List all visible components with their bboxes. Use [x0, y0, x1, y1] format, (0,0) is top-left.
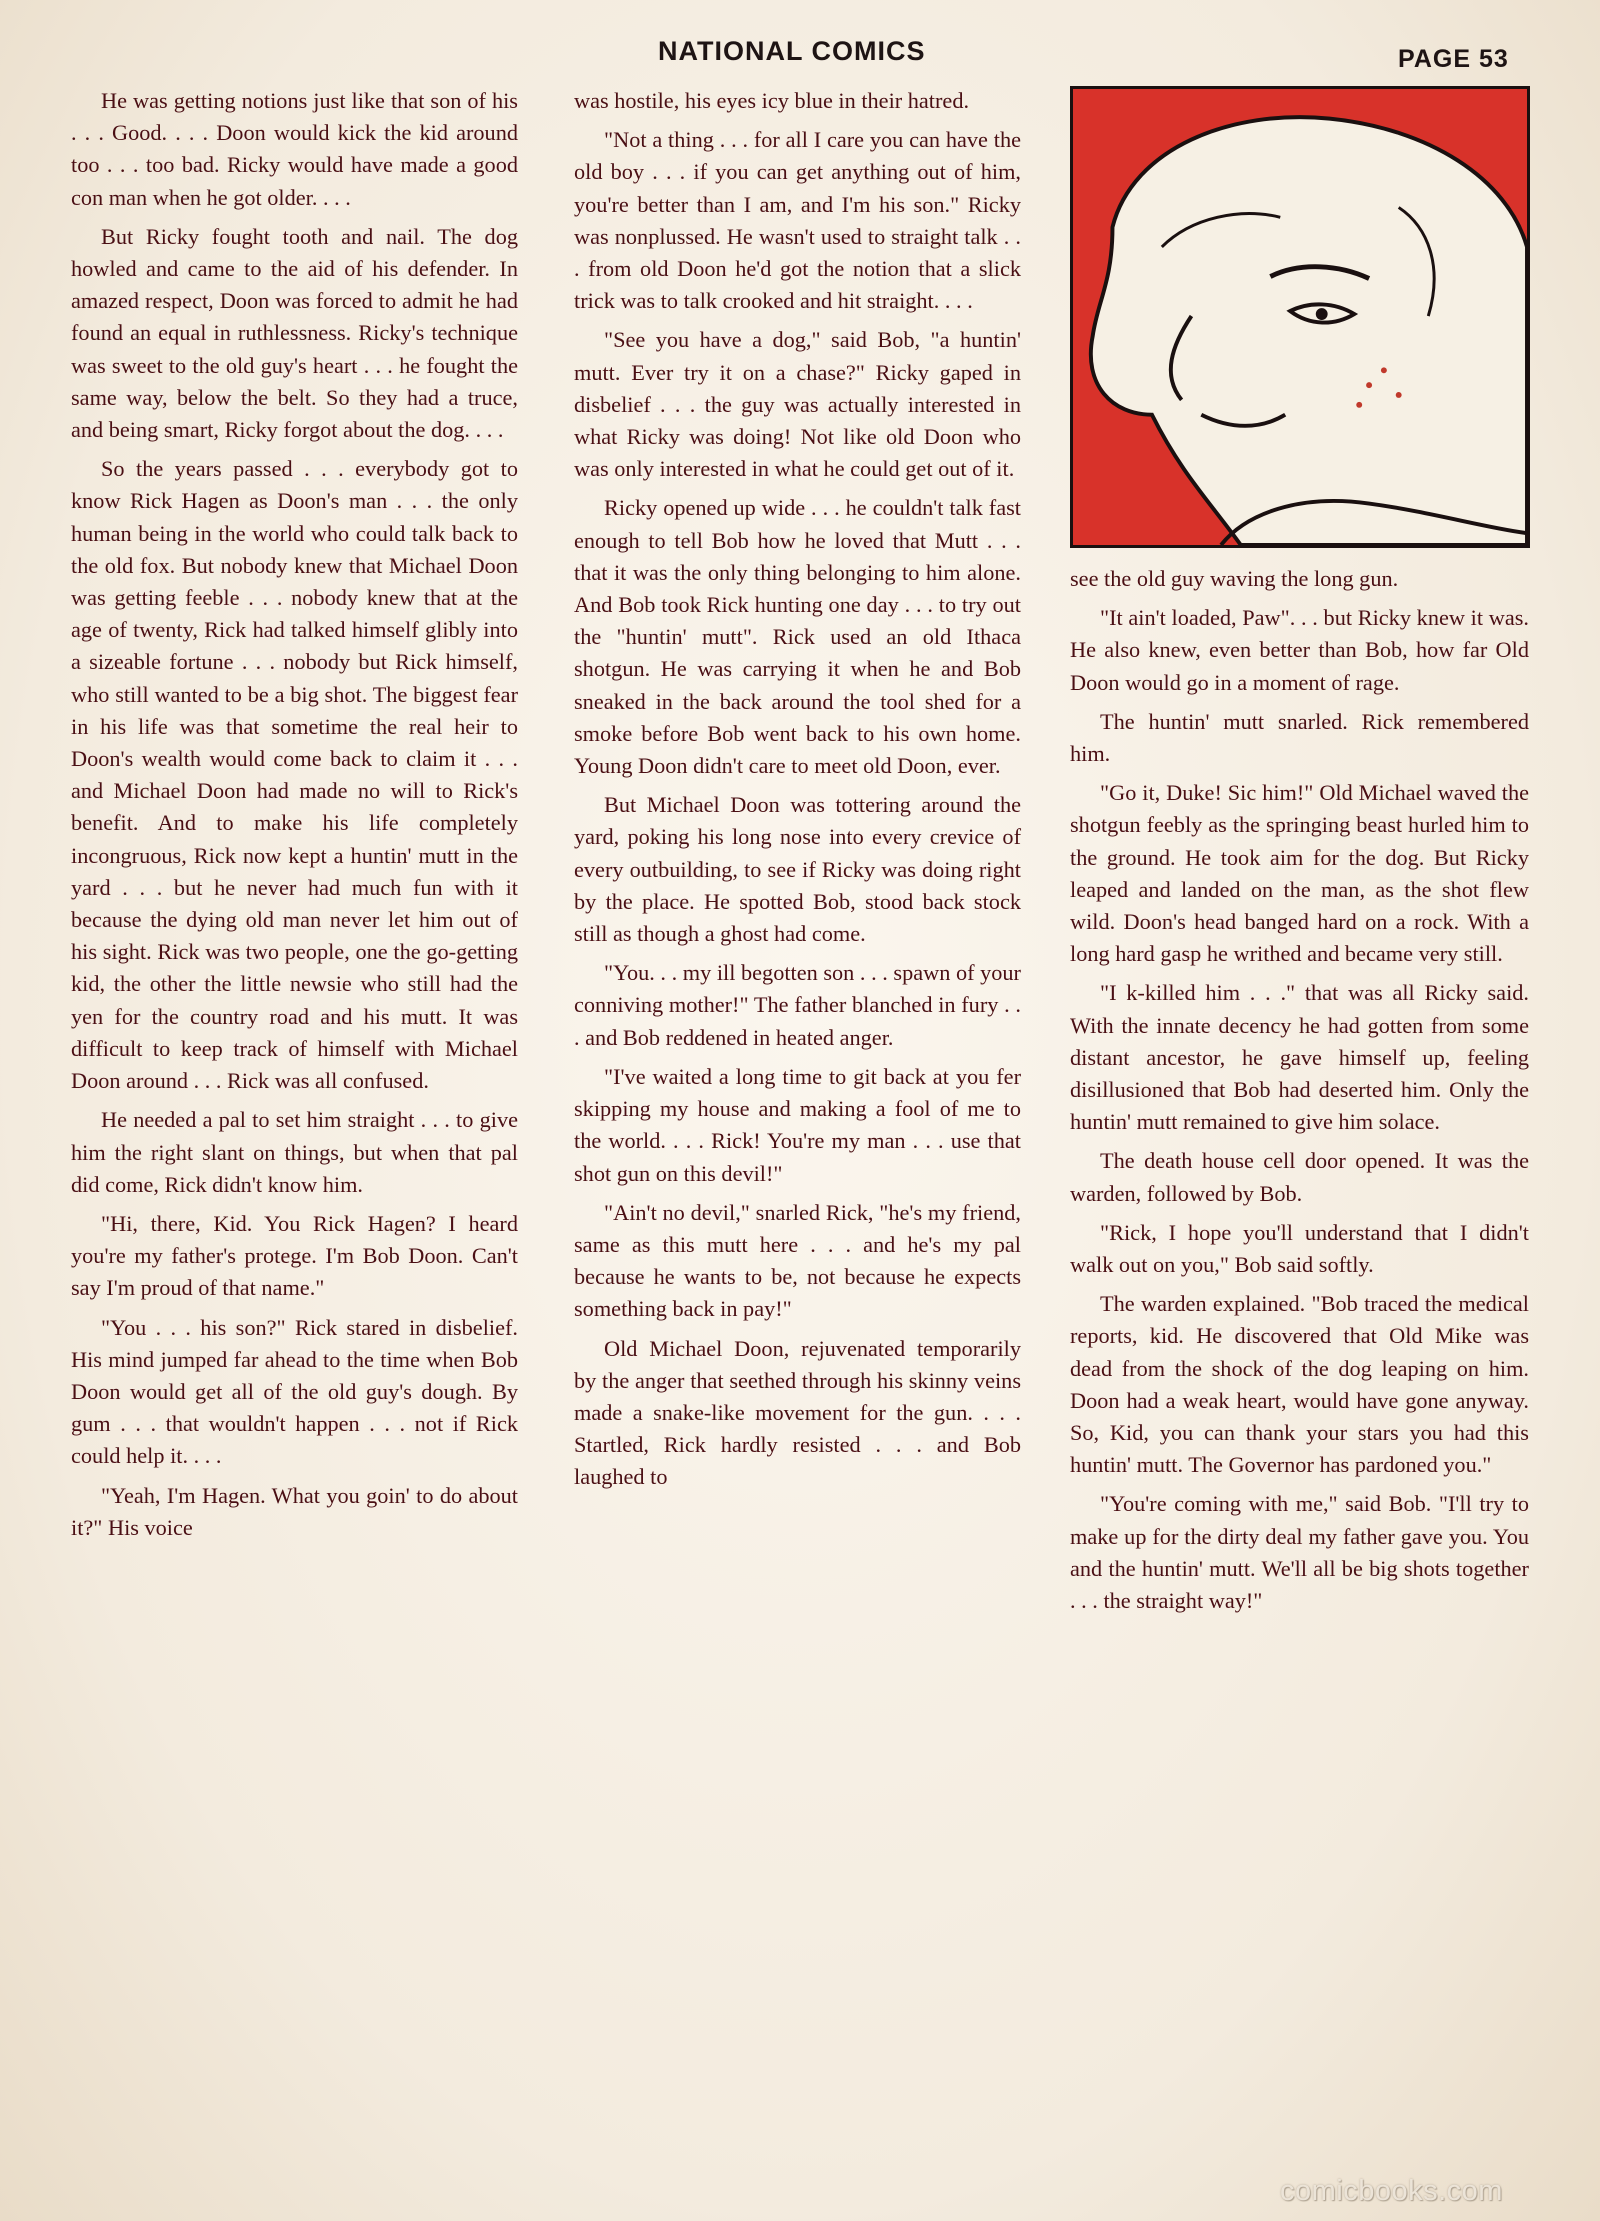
man-face-illustration-icon: [1073, 89, 1527, 545]
page-number: PAGE 53: [1398, 45, 1509, 73]
paragraph: "Ain't no devil," snarled Rick, "he's my friend, same as this mutt here . . . and he's my pal because he wants to be, not because he expects something back in pay!": [574, 1199, 1021, 1322]
text-column-3: [1070, 563, 1529, 1624]
paragraph: But Ricky fought tooth and nail. The dog howled and came to the aid of his defender. In amazed respect, Doon was forced to admit he had found an equal in ruthlessness. Ricky's technique was sweet to the old guy's heart . . . he fought the same way, below the belt. So they had a truce, and being smart, Ricky forgot about the dog. . . .: [71, 223, 518, 443]
magazine-title: NATIONAL COMICS: [658, 36, 926, 66]
paragraph: The warden explained. "Bob traced the medical reports, kid. He discovered that Old Mike was dead from the shock of the dog leaping on him. Doon had a weak heart, would have gone anyway. So, Kid, you can thank your stars you had this huntin' mutt. The Governor has pardoned you.": [1070, 1291, 1529, 1478]
paragraph: But Michael Doon was tottering around the yard, poking his long nose into every crevice of every outbuilding, to see if Ricky was doing right by the place. He spotted Bob, stood back stock still as though a ghost had come.: [574, 792, 1021, 947]
paragraph: "Yeah, I'm Hagen. What you goin' to do about it?" His voice: [71, 1482, 518, 1540]
paragraph: "I k-killed him . . ." that was all Ricky said. With the innate decency he had gotten from some distant ancestor, he gave himself up, feeling disillusioned that Bob had deserted him. Only the huntin' mutt remained to give him solace.: [1070, 980, 1529, 1135]
paragraph: "Hi, there, Kid. You Rick Hagen? I heard you're my father's protege. I'm Bob Doon. Can't say I'm proud of that name.": [71, 1210, 518, 1301]
page-header: [0, 30, 1600, 74]
paragraph: "I've waited a long time to git back at you fer skipping my house and making a fool of me to the world. . . . Rick! You're my man . . . use that shot gun on this devil!": [574, 1063, 1021, 1186]
illustration-panel: [1070, 86, 1530, 548]
paragraph: "You . . . his son?" Rick stared in disbelief. His mind jumped far ahead to the time when Bob Doon would get all of the old guy's dough. By gum . . . that wouldn't happen . . . not if Rick could help it. . . .: [71, 1314, 518, 1469]
paragraph: The huntin' mutt snarled. Rick remembered him.: [1070, 708, 1529, 767]
paragraph: "Not a thing . . . for all I care you can have the old boy . . . if you can get anything out of him, you're better than I am, and I'm his son." Ricky was nonplussed. He wasn't used to straight talk . . . from old Doon he'd got the notion that a slick trick was to talk crooked and hit straight. . . .: [574, 127, 1021, 314]
paragraph: "It ain't loaded, Paw". . . but Ricky knew it was. He also knew, even better than Bob, how far Old Doon would go in a moment of rage.: [1070, 605, 1529, 695]
paragraph-continued: see the old guy waving the long gun.: [1070, 566, 1399, 591]
paragraph: Ricky opened up wide . . . he couldn't talk fast enough to tell Bob how he loved that Mutt . . . that it was the only thing belonging to him alone. And Bob took Rick hunting one day . . . to try out the "huntin' mutt". Rick used an old Ithaca shotgun. He was carrying it when he and Bob sneaked in the back around the tool shed for a smoke before Bob went back to his own home. Young Doon didn't care to meet old Doon, ever.: [574, 495, 1021, 779]
paragraph: Old Michael Doon, rejuvenated temporarily by the anger that seethed through his skinny veins made a snake-like movement for the gun. . . . Startled, Rick hardly resisted . . . and Bob laughed to: [574, 1335, 1021, 1490]
paragraph-continued: was hostile, his eyes icy blue in their hatred.: [574, 88, 970, 113]
text-column-1: [71, 85, 518, 1551]
paragraph: The death house cell door opened. It was the warden, followed by Bob.: [1070, 1148, 1529, 1206]
paragraph: "Rick, I hope you'll understand that I didn't walk out on you," Bob said softly.: [1070, 1219, 1529, 1278]
paragraph: "You. . . my ill begotten son . . . spawn of your conniving mother!" The father blanched in fury . . . and Bob reddened in heated anger.: [574, 960, 1021, 1050]
paragraph: "You're coming with me," said Bob. "I'll try to make up for the dirty deal my father gave you. You and the huntin' mutt. We'll all be big shots together . . . the straight way!": [1070, 1491, 1529, 1614]
text-column-2: [574, 85, 1021, 1501]
paragraph: "See you have a dog," said Bob, "a huntin' mutt. Ever try it on a chase?" Ricky gaped in disbelief . . . the guy was actually interested in what Ricky was doing! Not like old Doon who was only interested in what he could get out of it.: [574, 327, 1021, 482]
paragraph: "Go it, Duke! Sic him!" Old Michael waved the shotgun feebly as the springing beast hurled him to the ground. He took aim for the dog. But Ricky leaped and landed on the man, as the shot flew wild. Doon's head banged hard on a rock. With a long hard gasp he writhed and became very still.: [1070, 780, 1529, 967]
site-watermark: comicbooks.com: [1280, 2175, 1503, 2207]
paragraph: So the years passed . . . everybody got to know Rick Hagen as Doon's man . . . the only human being in the world who could talk back to the old fox. But nobody knew that Michael Doon was getting feeble . . . nobody knew that at the age of twenty, Rick had talked himself glibly into a sizeable fortune . . . nobody but Rick himself, who still wanted to be a big shot. The biggest fear in his life was that sometime the real heir to Doon's wealth would come back to claim it . . . and Michael Doon had made no will to Rick's benefit. And to make his life completely incongruous, Rick now kept a huntin' mutt in the yard . . . but he never had much fun with it because the dying old man never let him out of his sight. Rick was two people, one the go-getting kid, the other the little newsie who still had the yen for the country road and his mutt. It was difficult to keep track of himself with Michael Doon around . . . Rick was all confused.: [71, 456, 518, 1094]
paragraph: He was getting notions just like that son of his . . . Good. . . . Doon would kick the kid around too . . . too bad. Ricky would have made a good con man when he got older. . . .: [71, 88, 518, 210]
paragraph: He needed a pal to set him straight . . . to give him the right slant on things, but when that pal did come, Rick didn't know him.: [71, 1107, 518, 1197]
